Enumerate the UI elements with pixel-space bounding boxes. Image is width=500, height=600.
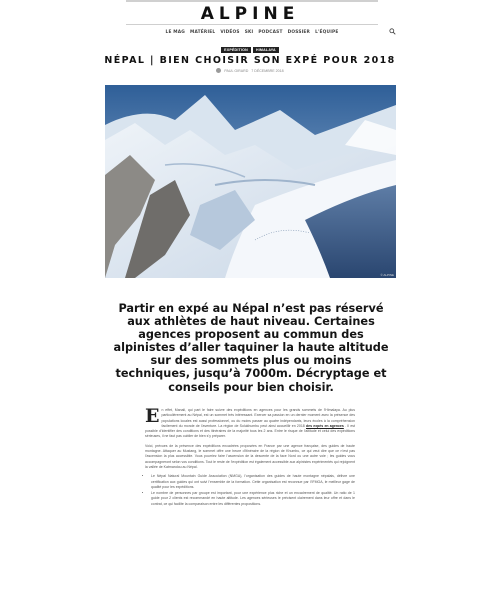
author-avatar xyxy=(216,68,221,73)
article-body xyxy=(145,405,355,508)
paragraph-1: E n effet, Manali, qui part le faire suivre des expéditions en agences pour les grands sommets de l’Himalaya. Au plus particulièrement au Népal, est un sommet très intéressant. Exercer sa passion en un dernier moment avec la présence des populations locales est aussi professionnel, ou du moins passer au quatre indépendants, leurs écoles à la compréhension facilement du monde de l’aventure. La région de Solukhumbu peut ainsi accueillir en 2018 des expés en agences . Il est possible d’identifier des conditions et des itinéraires de la majorité tous les 2 ans. Entre le risque de l’altitude et celui des expéditions sérieuses, il ne faut pas oublier de bien s’y préparer. xyxy=(145,405,355,439)
publish-date: 7 DÉCEMBRE 2018 xyxy=(251,68,284,73)
nav-item-materiel[interactable]: MATÉRIEL xyxy=(190,29,216,35)
top-border xyxy=(126,0,378,2)
article-lead: Partir en expé au Népal n’est pas réservé aux athlètes de haut niveau. Certaines agences proposent au commun des alpinistes d’aller taquiner la haute altitude sur des sommets plus ou moins techniques, jusqu’à 7000m. Décryptage et conseils pour bien choisir. xyxy=(113,302,389,394)
article-title: NÉPAL | BIEN CHOISIR SON EXPÉ POUR 2018 xyxy=(104,55,396,66)
bullet-list xyxy=(151,474,355,507)
main-nav xyxy=(126,27,378,37)
nav-item-equipe[interactable]: L'ÉQUIPE xyxy=(315,29,339,35)
byline xyxy=(0,68,500,73)
site-logo[interactable]: ALPINE xyxy=(200,4,300,24)
nav-item-dossier[interactable]: DOSSIER xyxy=(287,29,311,35)
list-item: • Le nombre de personnes par groupe est important, pour une expérience plus riche et un encadrement de qualité. Un ratio de 1 guide pour 2 clients est recommandé en haute altitude. Les agences sérieuses le précisent clairement dans leur offre et dans le contrat, ce qui facilite la comparaison entre les différentes propositions. xyxy=(151,491,355,507)
nav-item-videos[interactable]: VIDÉOS xyxy=(220,29,240,35)
tag-himalaya[interactable]: HIMALAYA xyxy=(253,47,279,53)
article-tags xyxy=(0,47,500,53)
search-icon[interactable] xyxy=(389,28,396,35)
tag-expedition[interactable]: EXPÉDITION xyxy=(221,47,251,53)
list-item: • Le Népal Natural Mountain Guide Association (NMGA), l’organisation des guides de haute montagne népalais, délivre une certification aux guides qui ont suivi l’ensemble de la formation. Cette organisation est reconnue par l’IFMGA, le meilleur gage de qualité pour les expéditions. xyxy=(151,474,355,490)
hero-photo-mountain xyxy=(105,85,396,278)
nav-item-ski[interactable]: SKI xyxy=(244,29,254,35)
paragraph-2: Voici, prévues de la présence des expéditions encadrées proposées en France par une agence française, des guides de haute montagne. Attaquer au Mustang, le sommet offre une heure d’itinéraire de la région de Khumbu, ce qui veut dire que ce n’est pas l’ascension la plus accessible. Vous pourriez faire l’ascension de la descente de la face Nord ou une autre voie ; les guides vous accompagneront selon vos conditions. Tout le reste de l’expédition est également accessible aux alpinistes expérimentés qui rejoignent la vallée de Katmandou au Népal. xyxy=(145,443,355,469)
nav-item-podcast[interactable]: PODCAST xyxy=(258,29,283,35)
hero-image xyxy=(105,85,396,278)
nav-item-mag[interactable]: LE MAG xyxy=(165,29,185,35)
inline-link[interactable]: des expés en agences xyxy=(305,423,344,428)
nav-divider xyxy=(126,24,378,25)
photo-credit: © ALPINE xyxy=(380,273,394,277)
drop-cap: E xyxy=(145,405,160,427)
author-name[interactable]: PAUL GIRARD xyxy=(224,68,249,73)
